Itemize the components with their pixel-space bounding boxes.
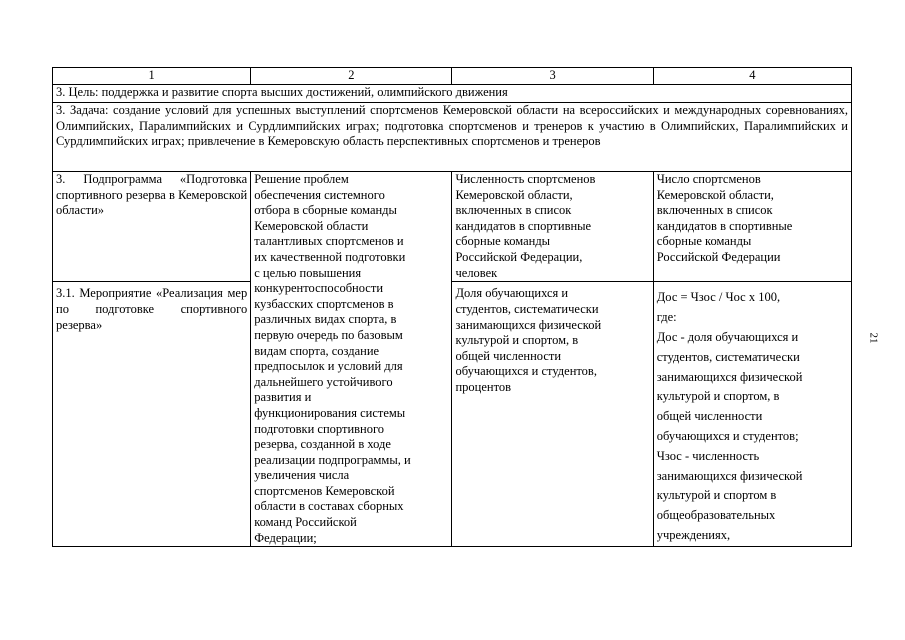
header-cell: 3 — [452, 68, 653, 85]
task-cell: 3. Задача: создание условий для успешных выступлений спортсменов Кемеровской области на всероссийских и международных соревнованиях, Олимпийских, Паралимпийских и Сурдлимпийских играх; подготовка спортсменов и тренеров к участию в Олимпийских, Паралимпийских и Сурдлимпийских играх; привлечение в Кемеровскую область перспективных спортсменов и тренеров — [53, 103, 852, 172]
event-indicator: Доля обучающихся и студентов, систематически занимающихся физической культурой и спортом, в общей численности обучающихся и студентов, процентов — [452, 282, 653, 547]
header-cell: 2 — [251, 68, 452, 85]
indicators-table — [52, 67, 852, 547]
subprogram-description: Решение проблем обеспечения системного отбора в сборные команды Кемеровской области талантливых спортсменов и их качественной подготовки с целью повышения конкурентоспособности кузбасских спортсменов в различных видах спорта, в первую очередь по базовым видам спорта, создание предпосылок и условий для дальнейшего устойчивого развития и функционирования системы подготовки спортивного резерва, созданной в ходе реализации подпрограммы, и увеличения числа спортсменов Кемеровской области в составах сборных команд Российской Федерации; — [251, 172, 452, 547]
goal-row — [53, 85, 852, 103]
goal-cell: 3. Цель: поддержка и развитие спорта высших достижений, олимпийского движения — [53, 85, 852, 103]
event-row — [53, 282, 852, 547]
page-number: 21 — [867, 332, 880, 344]
subprogram-name: 3. Подпрограмма «Подготовка спортивного резерва в Кемеровской области» — [53, 172, 251, 282]
header-row — [53, 68, 852, 85]
subprogram-method: Число спортсменов Кемеровской области, включенных в список кандидатов в спортивные сборные команды Российской Федерации — [653, 172, 851, 282]
task-row — [53, 103, 852, 172]
event-method: Дос = Чзос / Чос x 100, где: Дос - доля обучающихся и студентов, систематически занимающихся физической культурой и спортом, в общей численности обучающихся и студентов; Чзос - численность занимающихся физической культурой и спортом в общеобразовательных учреждениях, — [656, 290, 803, 542]
subprogram-indicator: Численность спортсменов Кемеровской области, включенных в список кандидатов в спортивные сборные команды Российской Федерации, человек — [452, 172, 653, 282]
header-cell: 4 — [653, 68, 851, 85]
event-name: 3.1. Мероприятие «Реализация мер по подготовке спортивного резерва» — [53, 282, 251, 547]
header-cell: 1 — [53, 68, 251, 85]
subprogram-row — [53, 172, 852, 282]
